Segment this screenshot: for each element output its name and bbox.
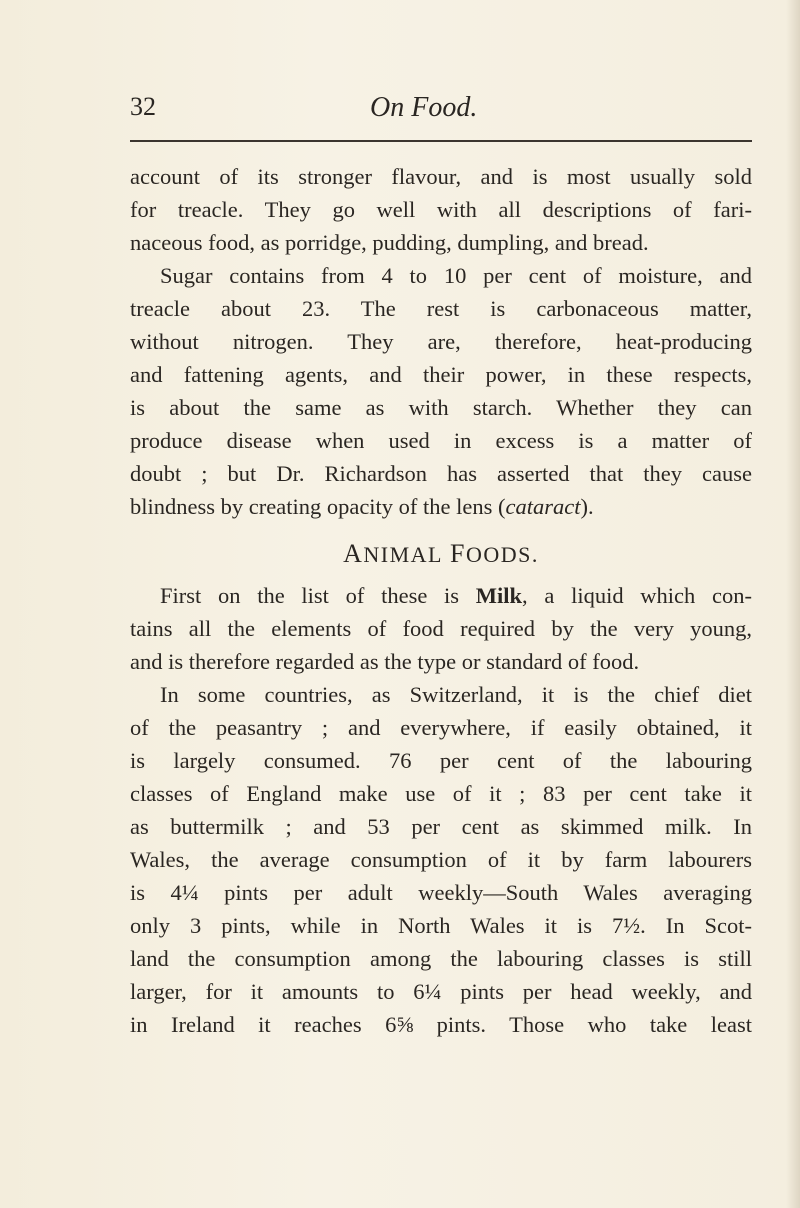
text-line: doubt ; but Dr. Richardson has asserted that they cause <box>130 461 752 486</box>
italic-term: cataract <box>505 494 581 519</box>
text-line: naceous food, as porridge, pudding, dumpling, and bread. <box>130 230 649 255</box>
text-line <box>130 490 752 523</box>
text-run: , a liquid which con- <box>522 583 752 608</box>
body-text <box>130 160 752 1041</box>
text-run: ). <box>580 494 594 519</box>
text-line: in Ireland it reaches 6⅝ pints. Those who take least <box>130 1012 752 1037</box>
heading-smallcaps: OODS. <box>465 542 539 567</box>
text-line: Sugar contains from 4 to 10 per cent of moisture, and <box>160 263 752 288</box>
text-line: only 3 pints, while in North Wales it is 7½. In Scot- <box>130 913 752 938</box>
heading-initial: F <box>450 539 466 568</box>
page-edge-shadow <box>786 0 800 1208</box>
section-heading <box>130 529 752 579</box>
text-line: land the consumption among the labouring classes is still <box>130 946 752 971</box>
text-line: Wales, the average consumption of it by farm labourers <box>130 847 752 872</box>
text-line: In some countries, as Switzerland, it is the chief diet <box>160 682 752 707</box>
text-line: treacle about 23. The rest is carbonaceous matter, <box>130 296 752 321</box>
text-line: and is therefore regarded as the type or standard of food. <box>130 649 640 674</box>
text-run: First on the list of these is <box>160 583 476 608</box>
heading-smallcaps: NIMAL <box>363 542 443 567</box>
text-line: as buttermilk ; and 53 per cent as skimmed milk. In <box>130 814 752 839</box>
page-header <box>130 92 750 128</box>
text-line: classes of England make use of it ; 83 per cent take it <box>130 781 752 806</box>
text-line: is largely consumed. 76 per cent of the labouring <box>130 748 752 773</box>
text-line: is about the same as with starch. Whether they can <box>130 395 752 420</box>
text-line: is 4¼ pints per adult weekly—South Wales averaging <box>130 880 752 905</box>
text-line: without nitrogen. They are, therefore, heat-producing <box>130 329 752 354</box>
text-run: blindness by creating opacity of the lens ( <box>130 494 506 519</box>
running-title: On Food. <box>370 92 478 123</box>
text-line: for treacle. They go well with all descriptions of fari- <box>130 197 752 222</box>
text-line <box>130 579 752 612</box>
text-line: larger, for it amounts to 6¼ pints per head weekly, and <box>130 979 752 1004</box>
bold-term: Milk <box>475 583 523 608</box>
page-number: 32 <box>130 92 156 121</box>
heading-initial: A <box>343 539 364 568</box>
text-line: tains all the elements of food required by the very young, <box>130 616 752 641</box>
text-line: produce disease when used in excess is a matter of <box>130 428 752 453</box>
text-line: of the peasantry ; and everywhere, if easily obtained, it <box>130 715 752 740</box>
text-line: and fattening agents, and their power, in these respects, <box>130 362 752 387</box>
text-line: account of its stronger flavour, and is most usually sold <box>130 164 752 189</box>
header-rule <box>130 140 752 142</box>
